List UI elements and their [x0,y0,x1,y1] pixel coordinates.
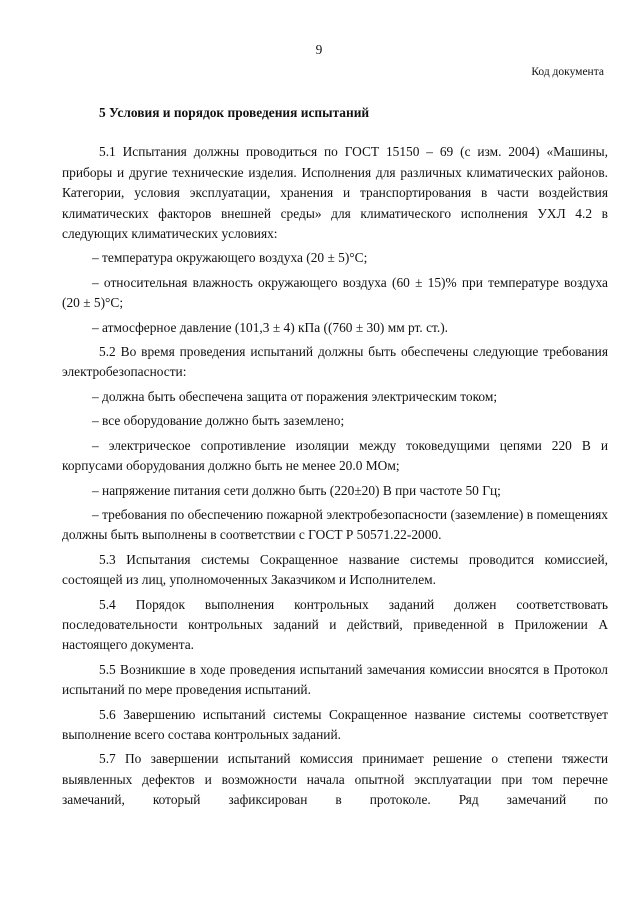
paragraph: 5.5 Возникшие в ходе проведения испытаний замечания комиссии вносятся в Протокол испытаний по мере проведения испытаний. [62,661,608,698]
document-code: Код документа [531,66,604,78]
list-item: – требования по обеспечению пожарной электробезопасности (заземление) в помещениях должны быть выполнены в соответствии с ГОСТ Р 50571.22-2000. [62,506,608,543]
section-heading: 5 Условия и порядок проведения испытаний [99,105,370,120]
list-item: – электрическое сопротивление изоляции между токоведущими цепями 220 В и корпусами оборудования должно быть не менее 20.0 МОм; [62,437,608,474]
list-item: – температура окружающего воздуха (20 ± 5)°C; [92,250,368,266]
list-item: – атмосферное давление (101,3 ± 4) кПа ((760 ± 30) мм рт. ст.). [92,319,449,335]
document-body [62,103,608,811]
list-item: – должна быть обеспечена защита от поражения электрическим током; [92,388,498,404]
paragraph: 5.2 Во время проведения испытаний должны быть обеспечены следующие требования электробезопасности: [62,344,608,380]
paragraph: 5.6 Завершению испытаний системы Сокращенное название системы соответствует выполнение всего состава контрольных заданий. [62,706,608,742]
paragraph: 5.1 Испытания должны проводиться по ГОСТ 15150 – 69 (с изм. 2004) «Машины, приборы и другие технические изделия. Исполнения для различных климатических районов. Категории, условия эксплуатации, хранения и транспортирования в части воздействия климатических факторов внешней среды» для климатического исполнения УХЛ 4.2 в следующих климатических условиях: [62,144,608,242]
page-number: 9 [315,42,323,57]
paragraph: 5.4 Порядок выполнения контрольных заданий должен соответствовать последовательности контрольных заданий и действий, приведенной в Приложении А настоящего документа. [62,596,608,653]
section-content [62,142,608,810]
list-item: – все оборудование должно быть заземлено; [92,413,345,429]
paragraph: 5.3 Испытания системы Сокращенное название системы проводится комиссией, состоящей из лиц, уполномоченных Заказчиком и Исполнителем. [62,551,608,588]
paragraph: 5.7 По завершении испытаний комиссия принимает решение о степени тяжести выявленных дефектов и возможности начала опытной эксплуатации при том перечне замечаний, который зафиксирован в протоколе. Ряд замечаний по [62,751,608,808]
list-item: – относительная влажность окружающего воздуха (60 ± 15)% при температуре воздуха (20 ± 5)°C; [62,274,608,311]
list-item: – напряжение питания сети должно быть (220±20) В при частоте 50 Гц; [92,482,501,498]
